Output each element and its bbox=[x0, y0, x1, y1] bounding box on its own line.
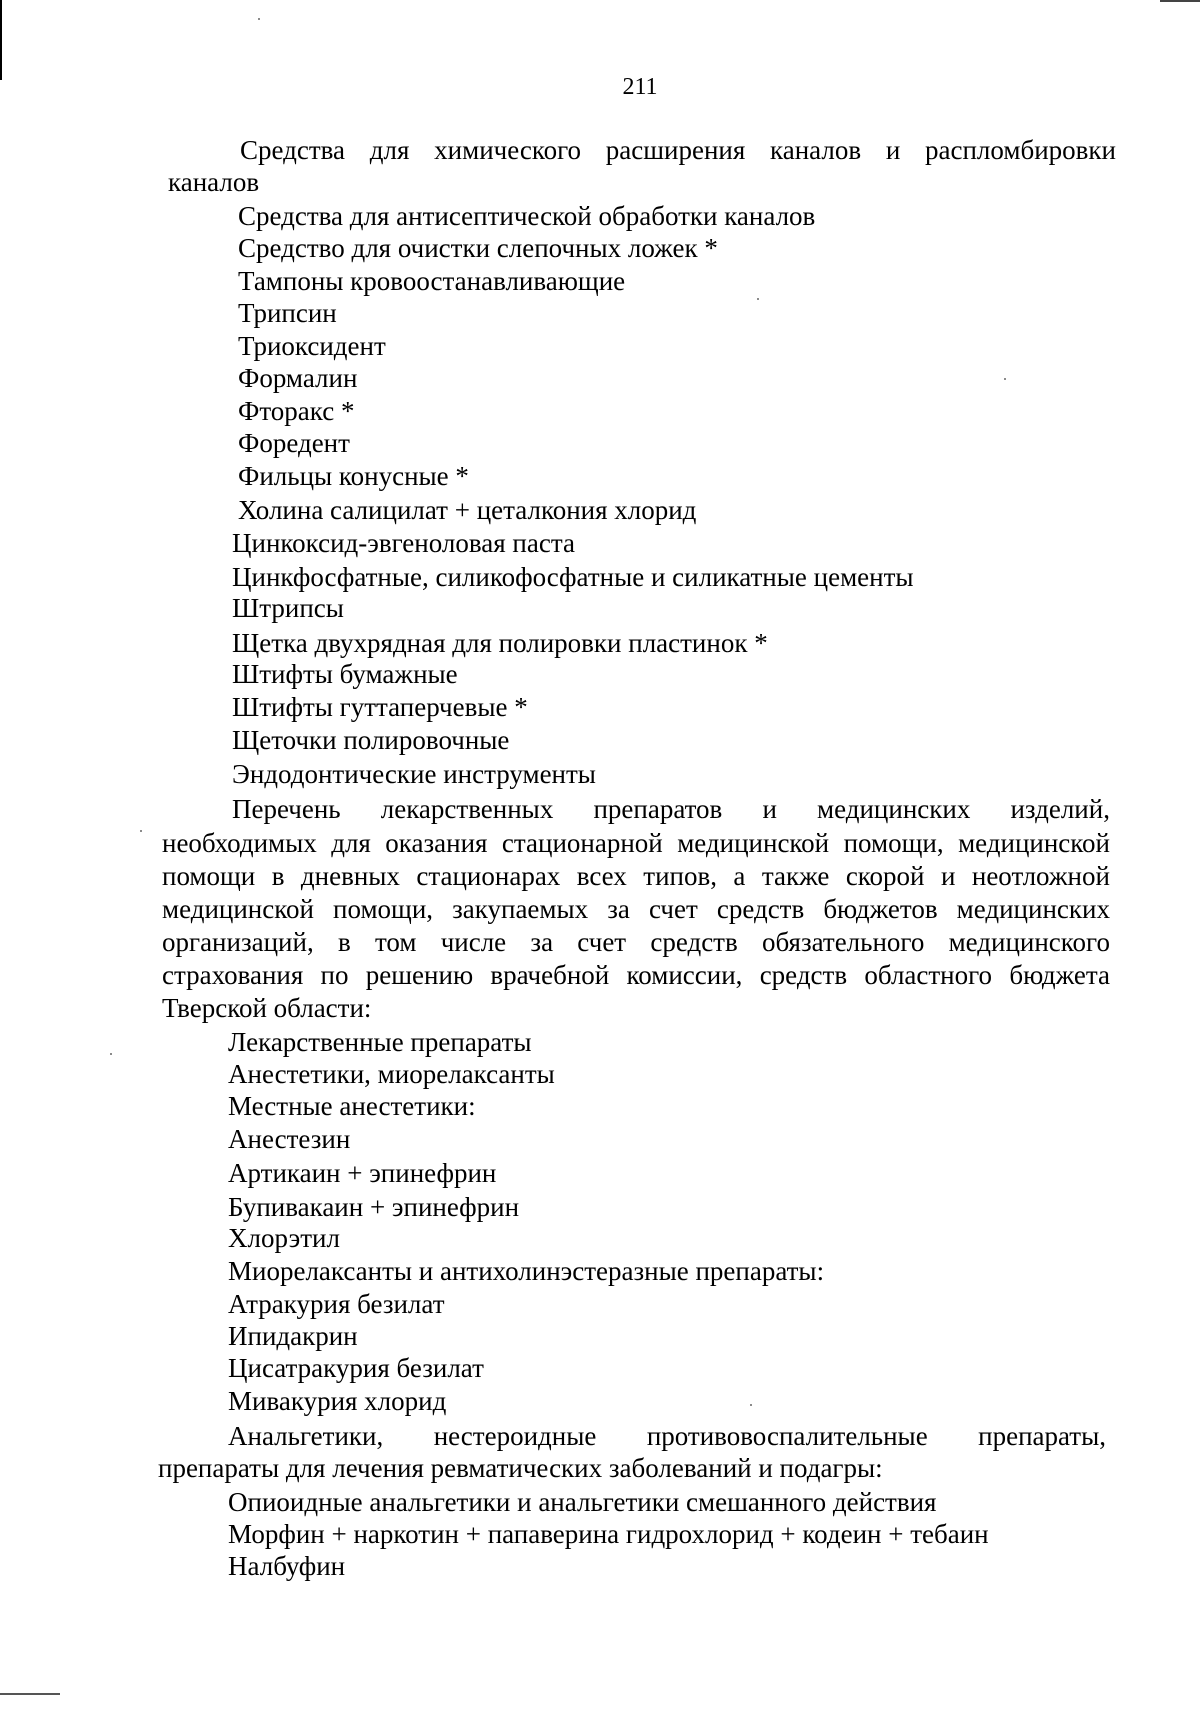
word: помощи, bbox=[333, 894, 434, 924]
word: необходимых bbox=[162, 828, 317, 858]
list-item: Бупивакаин + эпинефрин bbox=[228, 1192, 520, 1222]
list-item: Эндодонтические инструменты bbox=[232, 759, 596, 789]
word: бюджета bbox=[1009, 960, 1110, 990]
word: за bbox=[607, 894, 630, 924]
list-item: Ипидакрин bbox=[228, 1321, 358, 1351]
word: областного bbox=[864, 960, 993, 990]
word: химического bbox=[434, 135, 582, 165]
list-item: Фторакс * bbox=[238, 396, 355, 426]
paragraph-line bbox=[228, 1420, 1106, 1452]
word: медицинского bbox=[948, 927, 1110, 957]
word: медицинской bbox=[162, 894, 314, 924]
word: лекарственных bbox=[380, 794, 554, 824]
word: комиссии, bbox=[626, 960, 743, 990]
word: и bbox=[762, 794, 777, 824]
list-item: Щетка двухрядная для полировки пластинок * bbox=[232, 628, 768, 658]
word: средств bbox=[759, 960, 848, 990]
word: препараты, bbox=[978, 1421, 1106, 1451]
paragraph-line bbox=[162, 893, 1110, 925]
list-item: Холина салицилат + цеталкония хлорид bbox=[238, 495, 697, 525]
word: средств bbox=[716, 894, 805, 924]
paragraph-line bbox=[240, 134, 1116, 166]
scan-edge-mark bbox=[0, 0, 2, 80]
word: препаратов bbox=[593, 794, 723, 824]
word: и bbox=[885, 135, 901, 165]
list-item: Местные анестетики: bbox=[228, 1091, 476, 1121]
paragraph-line: каналов bbox=[168, 167, 260, 197]
scan-speck bbox=[258, 18, 260, 20]
list-item: Штифты бумажные bbox=[232, 659, 458, 689]
word: каналов bbox=[770, 135, 862, 165]
word: Средства bbox=[240, 135, 346, 165]
word: счет bbox=[648, 894, 698, 924]
list-item: Морфин + наркотин + папаверина гидрохлорид + кодеин + тебаин bbox=[228, 1519, 989, 1549]
scan-edge-mark bbox=[1160, 0, 1200, 2]
list-item: Налбуфин bbox=[228, 1551, 346, 1581]
word: обязательного bbox=[761, 927, 925, 957]
word: за bbox=[530, 927, 554, 957]
list-item: Средство для очистки слепочных ложек * bbox=[238, 233, 718, 263]
word: нестероидные bbox=[433, 1421, 597, 1451]
paragraph-line bbox=[162, 959, 1110, 991]
word: организаций, bbox=[162, 927, 314, 957]
list-item: Штифты гуттаперчевые * bbox=[232, 692, 528, 722]
list-item: Миорелаксанты и антихолинэстеразные препараты: bbox=[228, 1256, 825, 1286]
word: распломбировки bbox=[925, 135, 1116, 165]
word: Перечень bbox=[232, 794, 341, 824]
word: медицинской bbox=[677, 828, 830, 858]
scan-speck bbox=[110, 1053, 112, 1055]
word: врачебной bbox=[490, 960, 610, 990]
word: решению bbox=[365, 960, 474, 990]
word: числе bbox=[440, 927, 507, 957]
word: для bbox=[369, 135, 410, 165]
word: помощи bbox=[162, 861, 256, 891]
list-item: Лекарственные препараты bbox=[228, 1027, 532, 1057]
list-item: Опиоидные анальгетики и анальгетики смешанного действия bbox=[228, 1487, 937, 1517]
word: стационарной bbox=[501, 828, 663, 858]
paragraph-line: Тверской области: bbox=[162, 993, 372, 1023]
list-item: Трипсин bbox=[238, 298, 337, 328]
list-item: Анестетики, миорелаксанты bbox=[228, 1059, 555, 1089]
list-item: Цинкоксид-эвгеноловая паста bbox=[232, 528, 575, 558]
list-item: Штрипсы bbox=[232, 593, 344, 623]
word: помощи, bbox=[843, 828, 944, 858]
word: закупаемых bbox=[452, 894, 589, 924]
scan-speck bbox=[750, 1404, 752, 1406]
word: противовоспалительные bbox=[646, 1421, 928, 1451]
word: скорой bbox=[845, 861, 925, 891]
list-item: Мивакурия хлорид bbox=[228, 1386, 447, 1416]
word: дневных bbox=[300, 861, 400, 891]
word: расширения bbox=[605, 135, 746, 165]
word: в bbox=[271, 861, 285, 891]
scan-edge-mark bbox=[0, 1693, 60, 1695]
word: изделий, bbox=[1010, 794, 1110, 824]
word: счет bbox=[577, 927, 627, 957]
word: стационарах bbox=[416, 861, 561, 891]
paragraph-line: препараты для лечения ревматических заболеваний и подагры: bbox=[158, 1453, 883, 1483]
word: том bbox=[374, 927, 417, 957]
paragraph-line bbox=[162, 926, 1110, 958]
scan-speck bbox=[140, 830, 142, 832]
scan-speck bbox=[1004, 378, 1006, 380]
word: средств bbox=[650, 927, 738, 957]
word: а bbox=[733, 861, 746, 891]
word: бюджетов bbox=[823, 894, 938, 924]
word: Анальгетики, bbox=[228, 1421, 384, 1451]
word: неотложной bbox=[971, 861, 1110, 891]
word: также bbox=[761, 861, 830, 891]
list-item: Тампоны кровоостанавливающие bbox=[238, 266, 626, 296]
list-item: Цинкфосфатные, силикофосфатные и силикатные цементы bbox=[232, 562, 914, 592]
word: оказания bbox=[385, 828, 488, 858]
word: в bbox=[337, 927, 351, 957]
word: для bbox=[331, 828, 371, 858]
word: медицинских bbox=[956, 894, 1110, 924]
list-item: Формалин bbox=[238, 363, 358, 393]
word: и bbox=[940, 861, 956, 891]
word: всех bbox=[576, 861, 627, 891]
list-item: Цисатракурия безилат bbox=[228, 1353, 484, 1383]
list-item: Щеточки полировочные bbox=[232, 725, 510, 755]
paragraph-line bbox=[162, 860, 1110, 892]
word: медицинской bbox=[958, 828, 1110, 858]
paragraph-line bbox=[232, 793, 1110, 825]
list-item: Артикаин + эпинефрин bbox=[228, 1158, 497, 1188]
scan-speck bbox=[757, 298, 759, 300]
word: типов, bbox=[643, 861, 717, 891]
list-item: Анестезин bbox=[228, 1124, 351, 1154]
list-item: Хлорэтил bbox=[228, 1223, 340, 1253]
list-item: Триоксидент bbox=[238, 331, 386, 361]
list-item: Атракурия безилат bbox=[228, 1289, 445, 1319]
word: страхования bbox=[162, 960, 304, 990]
page-number: 211 bbox=[622, 74, 658, 100]
list-item: Форедент bbox=[238, 428, 350, 458]
word: медицинских bbox=[817, 794, 971, 824]
list-item: Средства для антисептической обработки каналов bbox=[238, 201, 816, 231]
list-item: Фильцы конусные * bbox=[238, 461, 469, 491]
word: по bbox=[320, 960, 349, 990]
paragraph-line bbox=[162, 827, 1110, 859]
